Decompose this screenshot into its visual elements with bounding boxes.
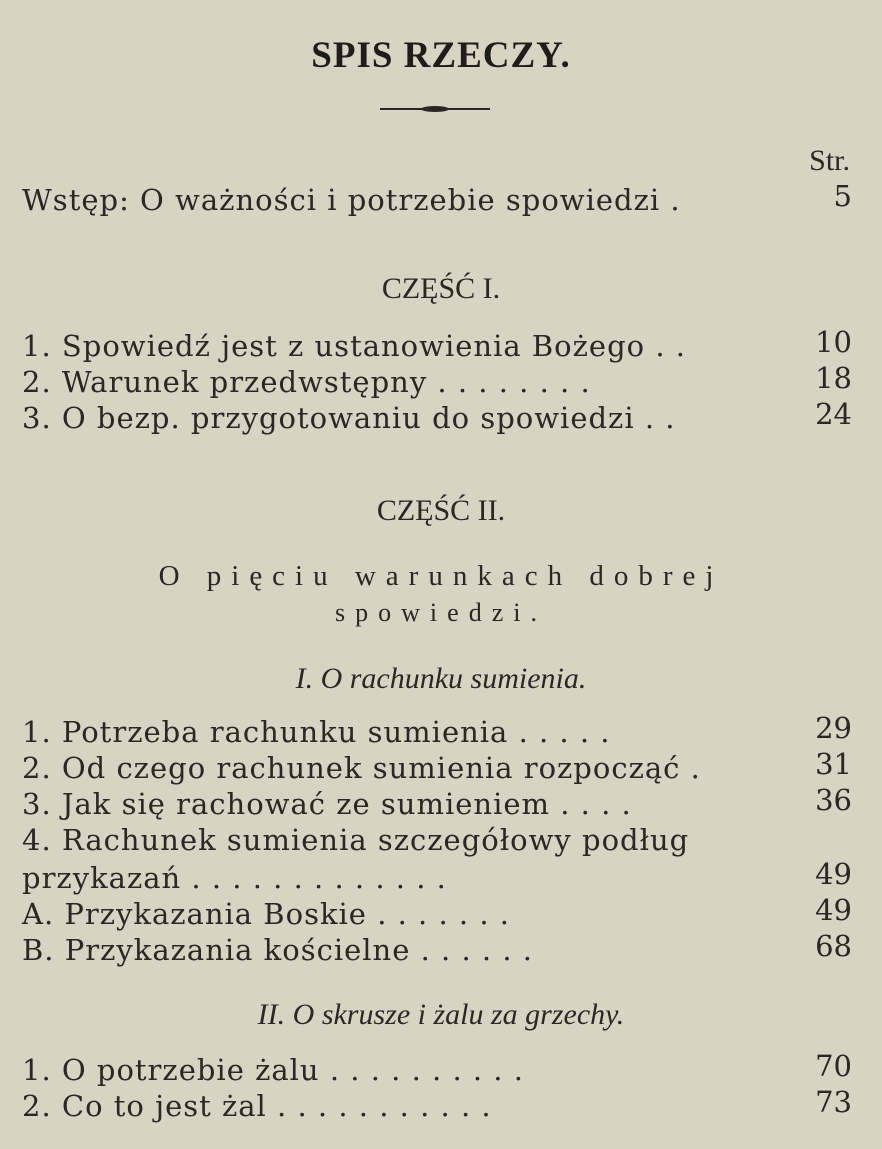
toc-entry-text: 4. Rachunek sumienia szczegółowy podług [22,823,690,857]
toc-entry-text: 1. Potrzeba rachunku sumienia . . . . . [22,715,611,749]
toc-row[interactable] [22,748,852,788]
toc-page-number: 10 [815,325,852,359]
toc-page-number: 70 [815,1049,852,1083]
toc-page-number: 5 [833,179,852,213]
toc-entry-text: A. Przykazania Boskie . . . . . . . [22,897,511,931]
toc-row[interactable] [22,858,852,898]
ornament-rule-icon [380,104,490,114]
toc-page-number: 49 [815,857,852,891]
toc-page-number: 18 [815,361,852,395]
section2-heading: II. O skrusze i żalu za grzechy. [257,998,625,1031]
toc-entry-text: 1. O potrzebie żalu . . . . . . . . . . [22,1053,524,1087]
toc-page-number: 29 [815,711,852,745]
toc-entry-text: 2. Od czego rachunek sumienia rozpocząć . [22,751,701,785]
part2-heading: CZĘŚĆ II. [376,494,506,527]
page-column-label: Str. [809,144,850,177]
toc-entry-text: Wstęp: O ważności i potrzebie spowiedzi . [22,183,681,217]
toc-entry-text: 2. Co to jest żal . . . . . . . . . . . [22,1089,492,1123]
toc-entry-text: przykazań . . . . . . . . . . . . . [22,861,447,895]
toc-entry-text: 2. Warunek przedwstępny . . . . . . . . [22,365,591,399]
toc-entry-text: B. Przykazania kościelne . . . . . . [22,933,534,967]
part2-subtitle-line1: O pięciu warunkach dobrej [158,560,724,592]
toc-entry-text: 3. Jak się rachować ze sumieniem . . . . [22,787,632,821]
toc-row[interactable] [22,1086,852,1126]
toc-row[interactable] [22,930,852,970]
section1-heading: I. O rachunku sumienia. [295,662,587,695]
toc-page-number: 36 [815,783,852,817]
toc-row[interactable] [22,784,852,824]
toc-row[interactable] [22,326,852,366]
toc-page-number: 49 [815,893,852,927]
toc-row[interactable] [22,894,852,934]
toc-row[interactable] [22,398,852,438]
toc-entry-text: 1. Spowiedź jest z ustanowienia Bożego . . [22,329,686,363]
toc-entry-text: 3. O bezp. przygotowaniu do spowiedzi . . [22,401,676,435]
part1-heading: CZĘŚĆ I. [381,272,501,305]
toc-page-number: 73 [815,1085,852,1119]
page-title: SPIS RZECZY. [311,35,571,76]
toc-row[interactable] [22,362,852,402]
toc-row[interactable] [22,1050,852,1090]
toc-row[interactable] [22,820,852,860]
toc-row[interactable] [22,712,852,752]
toc-page-number: 31 [815,747,852,781]
part2-subtitle-line2: spowiedzi. [335,598,547,627]
toc-page-number: 68 [815,929,852,963]
toc-page-number: 24 [815,397,852,431]
toc-row-intro[interactable] [22,180,852,220]
